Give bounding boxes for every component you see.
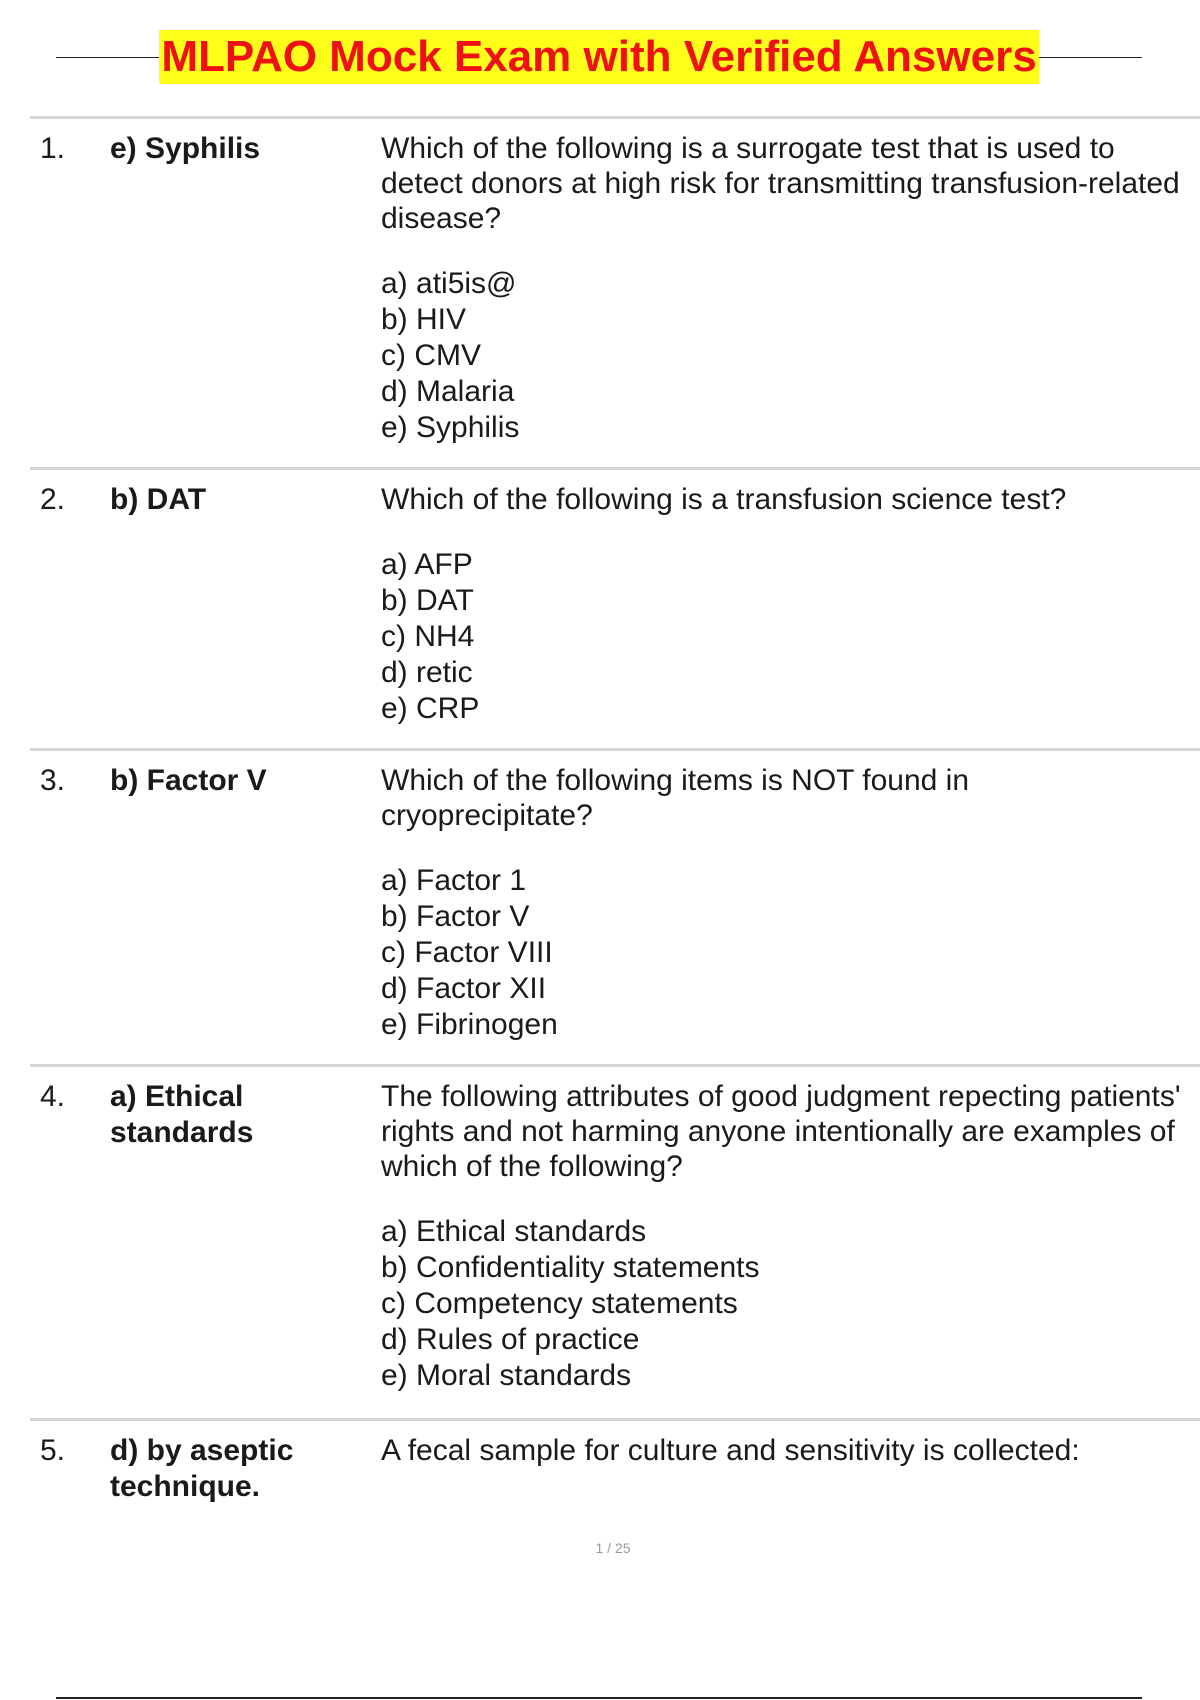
option-e: e) Syphilis (381, 411, 520, 444)
question-number: 1. (40, 132, 66, 165)
question-text: Which of the following is a transfusion science test? (381, 483, 1067, 516)
header-rule-left (56, 57, 159, 58)
question-answer: a) Ethical standards (110, 1080, 254, 1149)
question-1 (30, 119, 1200, 470)
option-b: b) Confidentiality statements (381, 1251, 760, 1284)
question-number: 3. (40, 764, 66, 797)
question-text: Which of the following items is NOT found in cryoprecipitate? (381, 764, 970, 832)
question-number: 2. (40, 483, 66, 516)
question-5 (30, 1421, 1200, 1521)
question-number: 4. (40, 1080, 66, 1113)
option-c: c) NH4 (381, 620, 475, 653)
option-list (381, 266, 1189, 446)
option-list (381, 863, 1189, 1043)
question-answer: e) Syphilis (110, 132, 261, 165)
question-text: The following attributes of good judgment repecting patients' rights and not harming anyone intentionally are examples of which of the following? (381, 1080, 1181, 1183)
option-e: e) Moral standards (381, 1359, 632, 1392)
question-answer: d) by aseptic technique. (110, 1434, 294, 1503)
option-b: b) HIV (381, 303, 467, 336)
option-c: c) Competency statements (381, 1287, 738, 1320)
option-a: a) Ethical standards (381, 1215, 647, 1248)
question-number: 5. (40, 1434, 66, 1467)
question-4 (30, 1067, 1200, 1421)
option-c: c) CMV (381, 339, 481, 372)
option-d: d) retic (381, 656, 473, 689)
question-answer: b) DAT (110, 483, 207, 516)
question-text: Which of the following is a surrogate test that is used to detect donors at high risk for transmitting transfusion-related disease? (381, 132, 1180, 235)
document-header (56, 30, 1142, 84)
option-c: c) Factor VIII (381, 936, 553, 969)
option-b: b) Factor V (381, 900, 530, 933)
option-list (381, 547, 1189, 727)
question-3 (30, 751, 1200, 1067)
option-a: a) ati5is@ (381, 267, 517, 300)
question-text: A fecal sample for culture and sensitivity is collected: (381, 1434, 1080, 1467)
option-e: e) Fibrinogen (381, 1008, 558, 1041)
option-d: d) Malaria (381, 375, 515, 408)
question-2 (30, 470, 1200, 751)
option-a: a) Factor 1 (381, 864, 527, 897)
option-d: d) Rules of practice (381, 1323, 640, 1356)
document-title: MLPAO Mock Exam with Verified Answers (159, 30, 1038, 84)
option-b: b) DAT (381, 584, 474, 617)
option-list (381, 1214, 1189, 1394)
option-a: a) AFP (381, 548, 473, 581)
question-list (30, 116, 1200, 1521)
option-e: e) CRP (381, 692, 480, 725)
header-rule-right (1039, 57, 1142, 58)
page-number: 1 / 25 (595, 1540, 631, 1556)
option-d: d) Factor XII (381, 972, 547, 1005)
question-answer: b) Factor V (110, 764, 267, 797)
footer-rule (56, 1697, 1142, 1699)
